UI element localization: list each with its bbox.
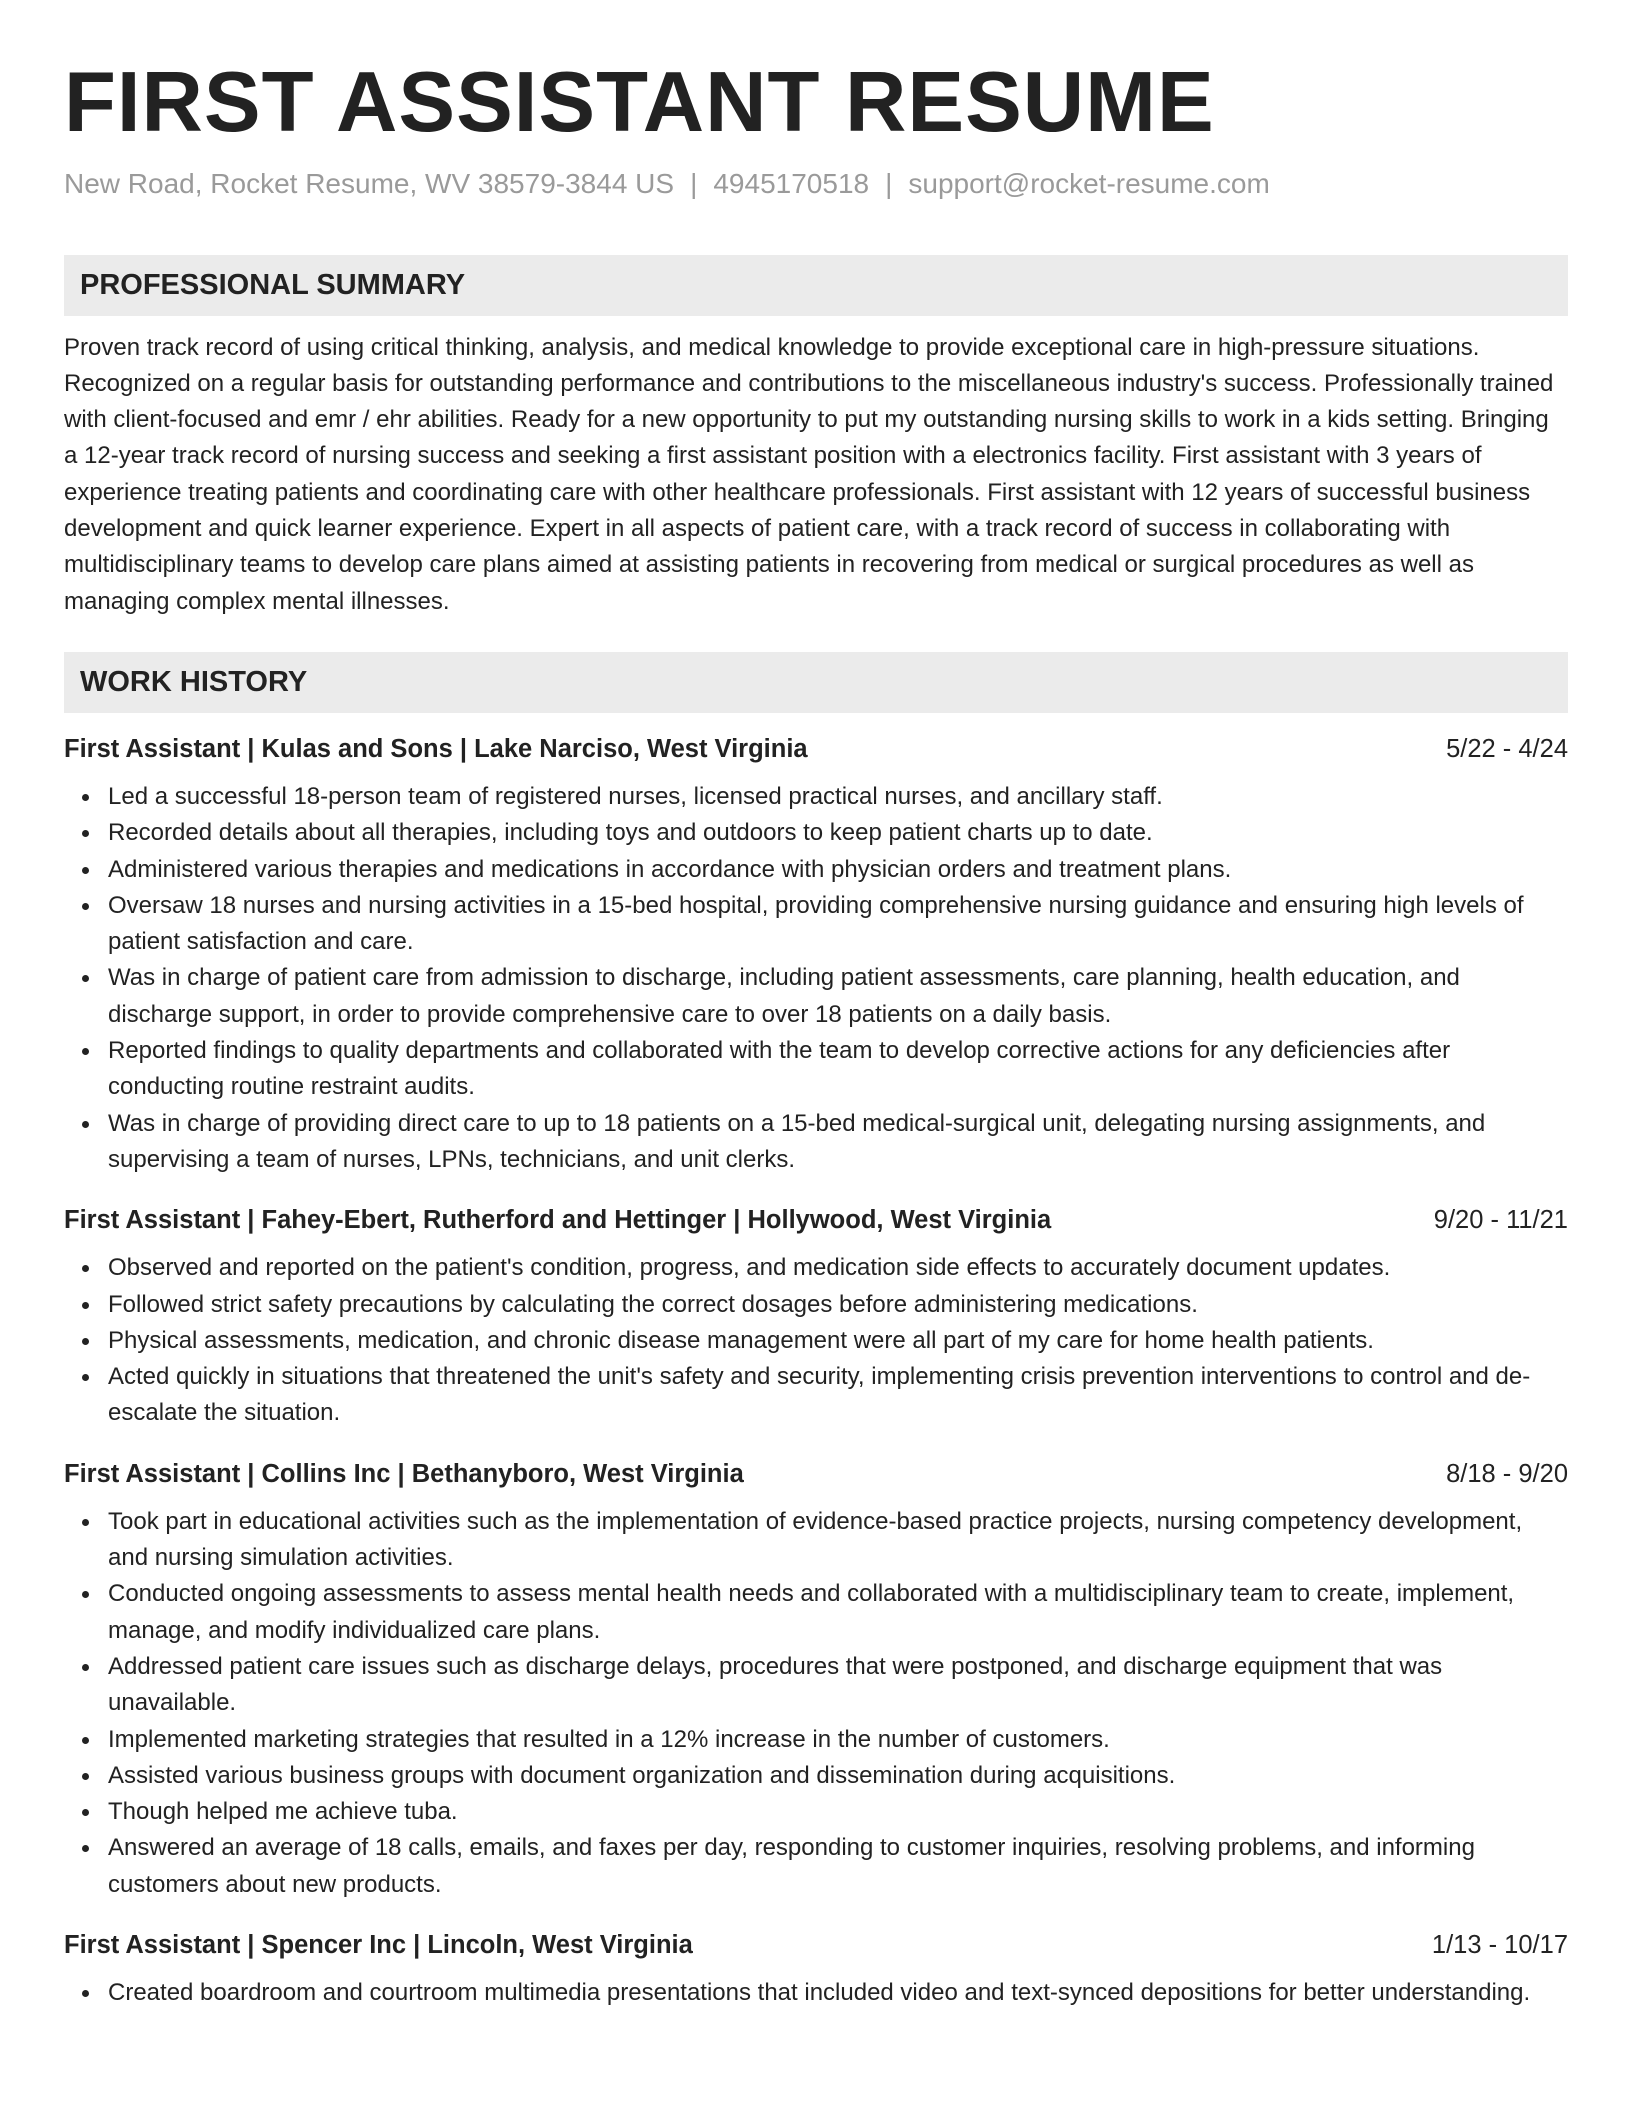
job-title: First Assistant | Collins Inc | Bethanyboro, West Virginia [64, 1459, 744, 1488]
job-header [64, 1927, 1568, 1963]
job-bullet: Followed strict safety precautions by calculating the correct dosages before administering medications. [108, 1287, 1568, 1323]
job-bullet-list [64, 1504, 1568, 1903]
job-bullet: Assisted various business groups with document organization and dissemination during acquisitions. [108, 1758, 1568, 1794]
job-bullet: Oversaw 18 nurses and nursing activities in a 15-bed hospital, providing comprehensive nursing guidance and ensuring high levels of patient satisfaction and care. [108, 888, 1568, 961]
section-heading-summary: PROFESSIONAL SUMMARY [64, 255, 1568, 316]
job-entry [64, 1456, 1568, 1903]
summary-text: Proven track record of using critical thinking, analysis, and medical knowledge to provide exceptional care in high-pressure situations. Recognized on a regular basis for outstanding performance and contributions to the miscellaneous industry's success. Professionally trained with client-focused and emr / ehr abilities. Ready for a new opportunity to put my outstanding nursing skills to work in a kids setting. Bringing a 12-year track record of nursing success and seeking a first assistant position with a electronics facility. First assistant with 3 years of experience treating patients and coordinating care with other healthcare professionals. First assistant with 12 years of successful business development and quick learner experience. Expert in all aspects of patient care, with a track record of success in collaborating with multidisciplinary teams to develop care plans aimed at assisting patients in recovering from medical or surgical procedures as well as managing complex mental illnesses. [64, 333, 1554, 615]
job-title: First Assistant | Spencer Inc | Lincoln, West Virginia [64, 1930, 693, 1959]
job-bullet-list [64, 1975, 1568, 2011]
work-history-list [64, 731, 1568, 2011]
job-bullet: Though helped me achieve tuba. [108, 1794, 1568, 1830]
job-entry [64, 731, 1568, 1178]
job-entry [64, 1202, 1568, 1431]
contact-email: support@rocket-resume.com [908, 168, 1270, 199]
job-bullet: Reported findings to quality departments and collaborated with the team to develop corrective actions for any deficiencies after conducting routine restraint audits. [108, 1033, 1568, 1106]
job-header [64, 1202, 1568, 1238]
job-bullet: Physical assessments, medication, and chronic disease management were all part of my care for home health patients. [108, 1323, 1568, 1359]
contact-separator: | [885, 168, 893, 199]
job-title: First Assistant | Kulas and Sons | Lake Narciso, West Virginia [64, 734, 808, 763]
job-dates: 5/22 - 4/24 [1446, 734, 1568, 763]
job-bullet-list [64, 779, 1568, 1178]
job-bullet-list [64, 1250, 1568, 1431]
job-bullet: Led a successful 18-person team of registered nurses, licensed practical nurses, and ancillary staff. [108, 779, 1568, 815]
job-bullet: Implemented marketing strategies that resulted in a 12% increase in the number of customers. [108, 1722, 1568, 1758]
section-heading-work-history: WORK HISTORY [64, 652, 1568, 713]
contact-address: New Road, Rocket Resume, WV 38579-3844 US [64, 168, 675, 199]
job-bullet: Administered various therapies and medications in accordance with physician orders and treatment plans. [108, 852, 1568, 888]
job-dates: 8/18 - 9/20 [1446, 1459, 1568, 1488]
job-header [64, 1456, 1568, 1492]
resume-title: FIRST ASSISTANT RESUME [64, 55, 1215, 150]
job-entry [64, 1927, 1568, 2011]
job-bullet: Was in charge of providing direct care to up to 18 patients on a 15-bed medical-surgical unit, delegating nursing assignments, and supervising a team of nurses, LPNs, technicians, and unit clerks. [108, 1106, 1568, 1179]
job-bullet: Conducted ongoing assessments to assess mental health needs and collaborated with a multidisciplinary team to create, implement, manage, and modify individualized care plans. [108, 1576, 1568, 1649]
job-bullet: Answered an average of 18 calls, emails, and faxes per day, responding to customer inquiries, resolving problems, and informing customers about new products. [108, 1830, 1568, 1903]
contact-line [64, 167, 1568, 201]
job-bullet: Acted quickly in situations that threatened the unit's safety and security, implementing crisis prevention interventions to control and de-escalate the situation. [108, 1359, 1568, 1432]
job-header [64, 731, 1568, 767]
contact-separator: | [690, 168, 698, 199]
contact-phone: 4945170518 [713, 168, 870, 199]
job-title: First Assistant | Fahey-Ebert, Rutherford and Hettinger | Hollywood, West Virginia [64, 1206, 1052, 1235]
job-dates: 1/13 - 10/17 [1431, 1930, 1568, 1959]
job-bullet: Took part in educational activities such as the implementation of evidence-based practice projects, nursing competency development, and nursing simulation activities. [108, 1504, 1568, 1577]
job-bullet: Observed and reported on the patient's condition, progress, and medication side effects to accurately document updates. [108, 1250, 1568, 1286]
job-bullet: Created boardroom and courtroom multimedia presentations that included video and text-synced depositions for better understanding. [108, 1975, 1568, 2011]
job-bullet: Recorded details about all therapies, including toys and outdoors to keep patient charts up to date. [108, 815, 1568, 851]
job-bullet: Was in charge of patient care from admission to discharge, including patient assessments, care planning, health education, and discharge support, in order to provide comprehensive care to over 18 patients on a daily basis. [108, 960, 1568, 1033]
job-bullet: Addressed patient care issues such as discharge delays, procedures that were postponed, and discharge equipment that was unavailable. [108, 1649, 1568, 1722]
job-dates: 9/20 - 11/21 [1433, 1206, 1568, 1235]
